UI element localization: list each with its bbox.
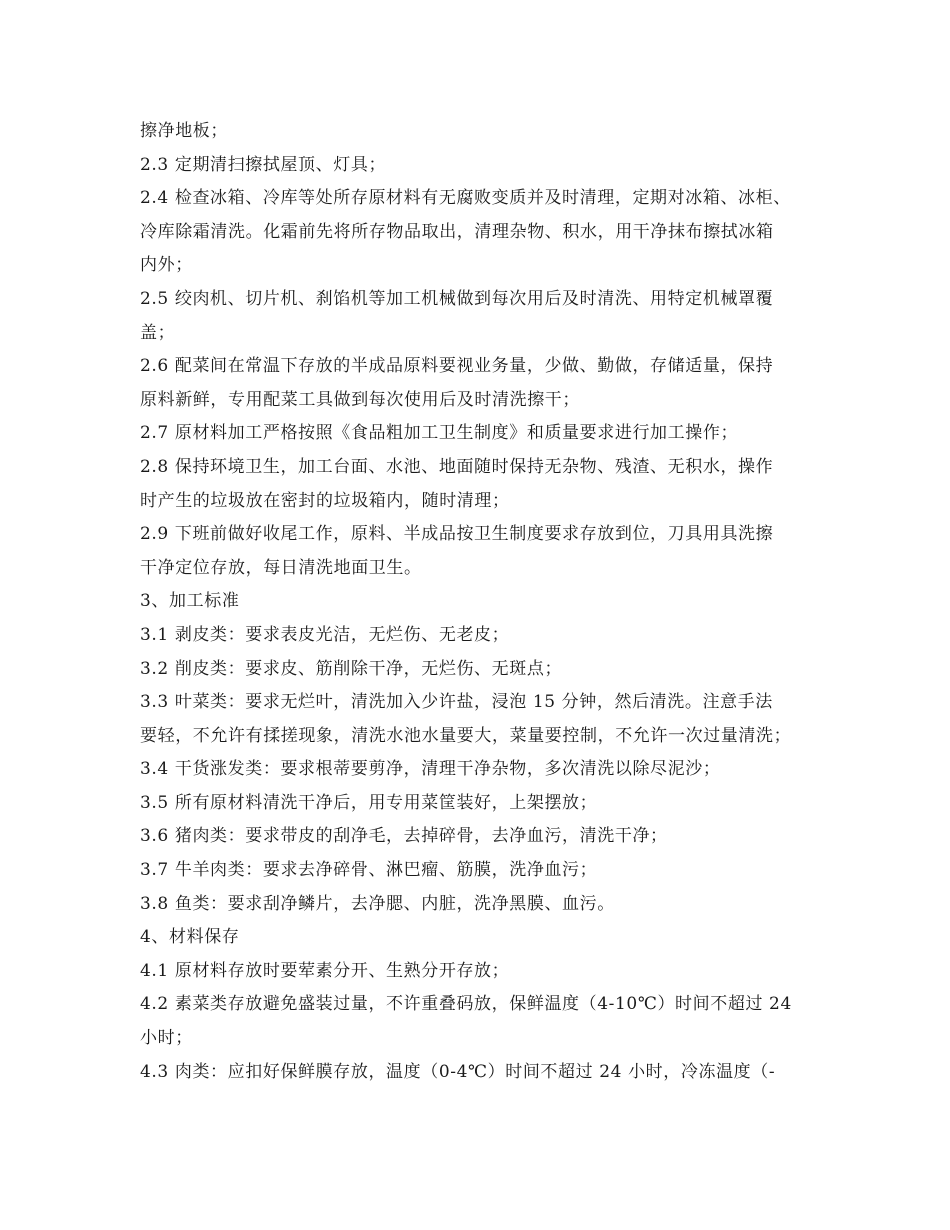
text-line: 3.2 削皮类：要求皮、筋削除干净，无烂伤、无斑点； [140, 658, 563, 679]
text-line: 时产生的垃圾放在密封的垃圾箱内，随时清理； [140, 490, 510, 511]
text-line: 4.3 肉类：应扣好保鲜膜存放，温度（0-4℃）时间不超过 24 小时，冷冻温度（- [140, 1061, 776, 1082]
text-line: 4.1 原材料存放时要荤素分开、生熟分开存放； [140, 960, 510, 981]
document-body [140, 115, 820, 1089]
text-line: 擦净地板； [140, 121, 228, 141]
text-line: 3.7 牛羊肉类：要求去净碎骨、淋巴瘤、筋膜，洗净血污； [140, 860, 598, 881]
text-line: 2.7 原材料加工严格按照《食品粗加工卫生制度》和质量要求进行加工操作； [140, 423, 739, 444]
text-line: 3.5 所有原材料清洗干净后，用专用菜筐装好，上架摆放； [140, 792, 598, 813]
text-line: 盖； [140, 322, 176, 343]
text-line: 3.8 鱼类：要求刮净鳞片，去净腮、内脏，洗净黑膜、血污。 [140, 893, 615, 914]
text-line: 2.4 检查冰箱、冷库等处所存原材料有无腐败变质并及时清理，定期对冰箱、冰柜、 [140, 188, 791, 209]
text-line: 3.4 干货涨发类：要求根蒂要剪净，清理干净杂物，多次清洗以除尽泥沙； [140, 759, 721, 780]
text-line: 原料新鲜，专用配菜工具做到每次使用后及时清洗擦干； [140, 389, 580, 410]
text-line: 内外； [140, 255, 193, 276]
text-line: 2.9 下班前做好收尾工作，原料、半成品按卫生制度要求存放到位，刀具用具洗擦 [140, 524, 774, 545]
text-line: 2.6 配菜间在常温下存放的半成品原料要视业务量，少做、勤做，存储适量，保持 [140, 356, 774, 377]
text-line: 2.8 保持环境卫生，加工台面、水池、地面随时保持无杂物、残渣、无积水，操作 [140, 456, 774, 477]
text-line: 干净定位存放，每日清洗地面卫生。 [140, 557, 422, 578]
section-heading: 3、加工标准 [140, 591, 240, 612]
section-heading: 4、材料保存 [140, 927, 240, 948]
text-line: 冷库除霜清洗。化霜前先将所存物品取出，清理杂物、积水，用干净抹布擦拭冰箱 [140, 221, 774, 242]
text-line: 要轻，不允许有揉搓现象，清洗水池水量要大，菜量要控制，不允许一次过量清洗； [140, 725, 792, 746]
text-line: 小时； [140, 1028, 193, 1049]
text-line: 2.3 定期清扫擦拭屋顶、灯具； [140, 154, 387, 175]
text-line: 3.3 叶菜类：要求无烂叶，清洗加入少许盐，浸泡 15 分钟，然后清洗。注意手法 [140, 692, 773, 713]
text-line: 3.6 猪肉类：要求带皮的刮净毛，去掉碎骨，去净血污，清洗干净； [140, 826, 668, 847]
text-line: 2.5 绞肉机、切片机、刹馅机等加工机械做到每次用后及时清洗、用特定机械罩覆 [140, 288, 774, 309]
text-line: 3.1 剥皮类：要求表皮光洁，无烂伤、无老皮； [140, 624, 510, 645]
text-line: 4.2 素菜类存放避免盛装过量，不许重叠码放，保鲜温度（4-10℃）时间不超过 24 [140, 994, 792, 1015]
